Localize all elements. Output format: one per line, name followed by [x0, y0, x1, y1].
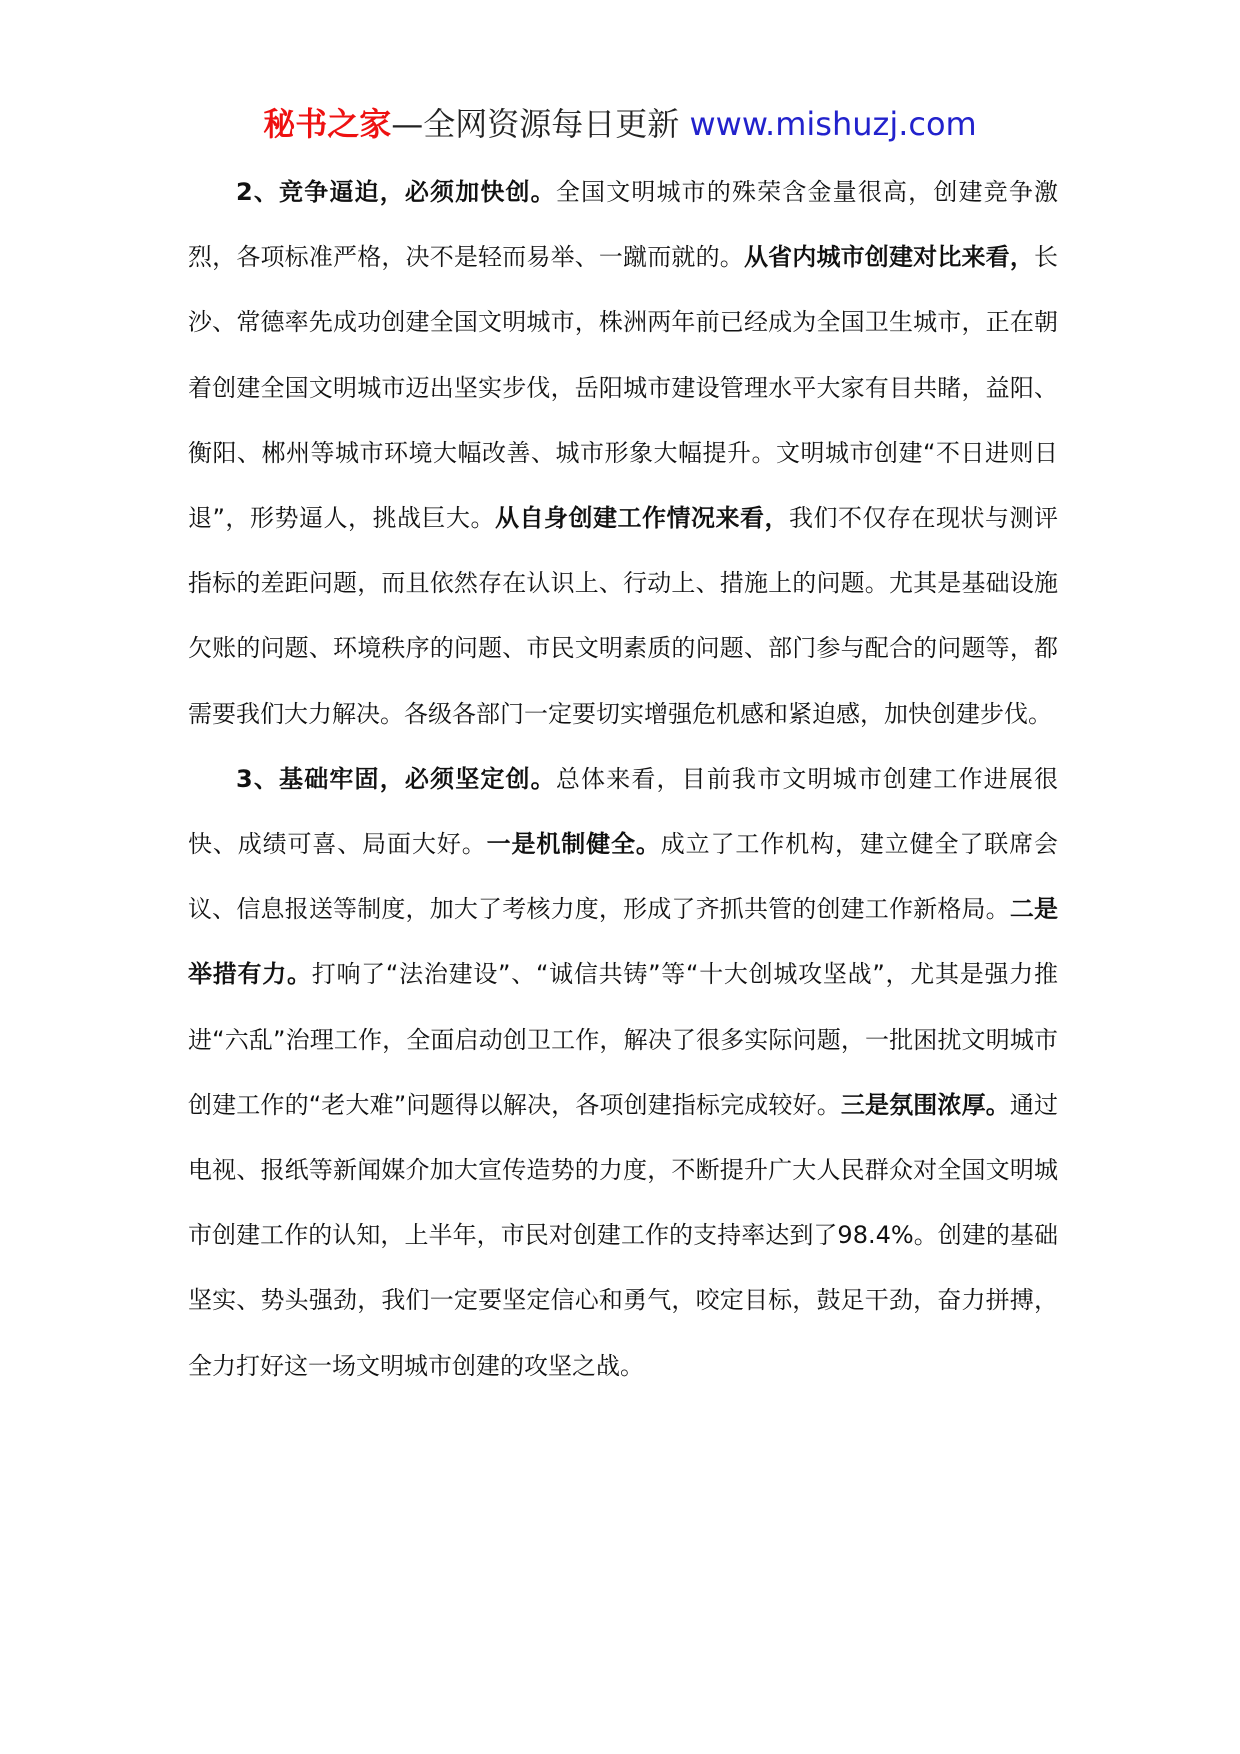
- paragraph-text: 长沙、常德率先成功创建全国文明城市，株洲两年前已经成为全国卫生城市，正在朝着创建全国文明城市迈出坚实步伐，岳阳城市建设管理水平大家有目共睹，益阳、衡阳、郴州等城市环境大幅改善、城市形象大幅提升。文明城市创建“不日进则日退”，形势逼人，挑战巨大。: [188, 243, 1059, 533]
- paragraph-text: 成立了工作机构，建立健全了联席会议、信息报送等制度，加大了考核力度，形成了齐抓共管的创建工作新格局。: [188, 830, 1059, 924]
- paragraph-text: 打响了“法治建设”、“诚信共铸”等“十大创城攻坚战”，尤其是强力推进“六乱”治理工作，全面启动创卫工作，解决了很多实际问题，一批困扰文明城市创建工作的“老大难”问题得以解决，各项创建指标完成较好。: [188, 960, 1058, 1119]
- paragraph-heading: 3、基础牢固，必须坚定创。: [236, 764, 556, 793]
- paragraph-text: 总体来看，目前我市文明城市创建工作进展很快、成绩可喜、局面大好。: [188, 764, 1059, 859]
- paragraph-foundation: [188, 747, 1058, 1399]
- paragraph-text: 我们不仅存在现状与测评指标的差距问题，而且依然存在认识上、行动上、措施上的问题。尤其是基础设施欠账的问题、环境秩序的问题、市民文明素质的问题、部门参与配合的问题等，都需要我们大力解决。各级各部门一定要切实增强危机感和紧迫感，加快创建步伐。: [188, 504, 1059, 728]
- paragraph-text: 通过电视、报纸等新闻媒介加大宣传造势的力度，不断提升广大人民群众对全国文明城市创建工作的认知，上半年，市民对创建工作的支持率达到了98.4%。创建的基础坚实、势头强劲，我们一定要坚定信心和勇气，咬定目标，鼓足干劲，奋力拼搏，全力打好这一场文明城市创建的攻坚之战。: [188, 1090, 1059, 1380]
- paragraph-text: 全国文明城市的殊荣含金量很高，创建竞争激烈，各项标准严格，决不是轻而易举、一蹴而就的。: [188, 178, 1059, 272]
- paragraph-heading: 2、竞争逼迫，必须加快创。: [236, 178, 556, 206]
- brand-name: 秘书之家: [263, 105, 392, 143]
- emphasis-text: 三是氛围浓厚。: [840, 1090, 1010, 1119]
- emphasis-text: 一是机制健全。: [486, 830, 661, 859]
- page-header: [0, 98, 1240, 150]
- emphasis-text: 从省内城市创建对比来看，: [743, 243, 1035, 272]
- emphasis-text: 二是举措有力。: [188, 895, 1058, 989]
- header-tagline: —全网资源每日更新: [391, 105, 690, 143]
- document-body: [188, 160, 1058, 1399]
- site-url-link[interactable]: www.mishuzj.com: [689, 105, 977, 143]
- emphasis-text: 从自身创建工作情况来看，: [494, 504, 789, 533]
- paragraph-competition: [188, 160, 1058, 747]
